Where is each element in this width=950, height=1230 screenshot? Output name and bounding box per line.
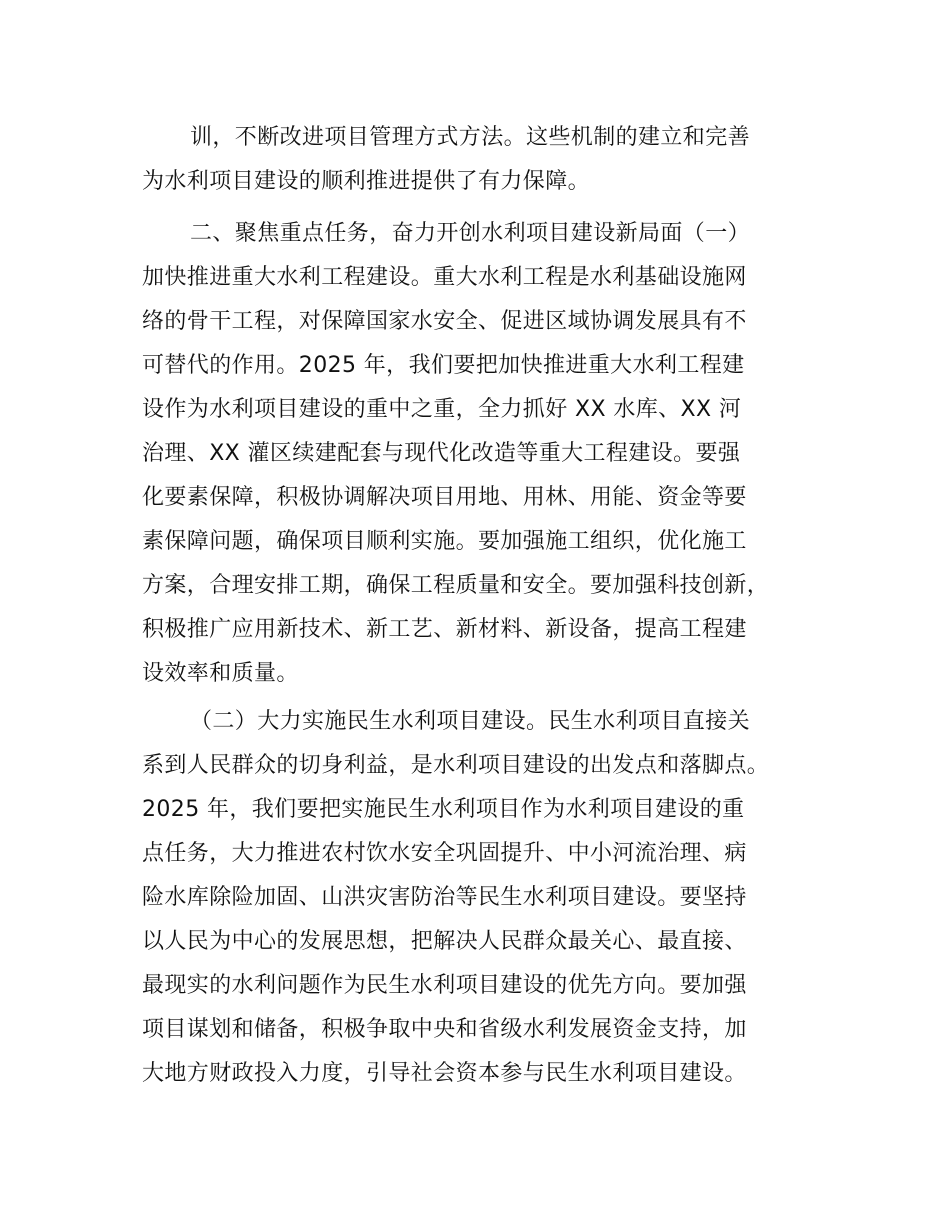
paragraph-line: 项目谋划和储备，积极争取中央和省级水利发展资金支持，加 <box>142 1017 747 1042</box>
paragraph-line: 设作为水利项目建设的重中之重，全力抓好 XX 水库、XX 河 <box>142 397 742 422</box>
paragraph-line: 2025 年，我们要把实施民生水利项目作为水利项目建设的重 <box>142 797 745 822</box>
paragraph-line: （二）大力实施民生水利项目建设。民生水利项目直接关 <box>190 709 751 734</box>
paragraph-line: 设效率和质量。 <box>142 661 299 686</box>
paragraph-line: 络的骨干工程，对保障国家水安全、促进区域协调发展具有不 <box>142 309 747 334</box>
paragraph-mechanisms <box>142 116 832 204</box>
paragraph-livelihood-projects <box>142 700 832 1096</box>
paragraph-line: 可替代的作用。2025 年，我们要把加快推进重大水利工程建 <box>142 353 745 378</box>
paragraph-line: 化要素保障，积极协调解决项目用地、用林、用能、资金等要 <box>142 485 747 510</box>
paragraph-line: 大地方财政投入力度，引导社会资本参与民生水利项目建设。 <box>142 1061 747 1086</box>
paragraph-line: 治理、XX 灌区续建配套与现代化改造等重大工程建设。要强 <box>142 441 741 466</box>
paragraph-line: 积极推广应用新技术、新工艺、新材料、新设备，提高工程建 <box>142 617 747 642</box>
paragraph-line: 训，不断改进项目管理方式方法。这些机制的建立和完善 <box>190 125 751 150</box>
paragraph-line: 险水库除险加固、山洪灾害防治等民生水利项目建设。要坚持 <box>142 885 747 910</box>
paragraph-line: 点任务，大力推进农村饮水安全巩固提升、中小河流治理、病 <box>142 841 747 866</box>
paragraph-line: 系到人民群众的切身利益，是水利项目建设的出发点和落脚点。 <box>142 753 770 778</box>
paragraph-line: 最现实的水利问题作为民生水利项目建设的优先方向。要加强 <box>142 973 747 998</box>
paragraph-line: 方案，合理安排工期，确保工程质量和安全。要加强科技创新， <box>142 573 770 598</box>
section-heading-line: 二、聚焦重点任务，奋力开创水利项目建设新局面（一） <box>190 221 751 246</box>
paragraph-line: 以人民为中心的发展思想，把解决人民群众最关心、最直接、 <box>142 929 747 954</box>
paragraph-line: 加快推进重大水利工程建设。重大水利工程是水利基础设施网 <box>142 265 747 290</box>
paragraph-line: 为水利项目建设的顺利推进提供了有力保障。 <box>142 169 591 194</box>
paragraph-line: 素保障问题，确保项目顺利实施。要加强施工组织，优化施工 <box>142 529 747 554</box>
paragraph-major-projects <box>142 212 832 696</box>
